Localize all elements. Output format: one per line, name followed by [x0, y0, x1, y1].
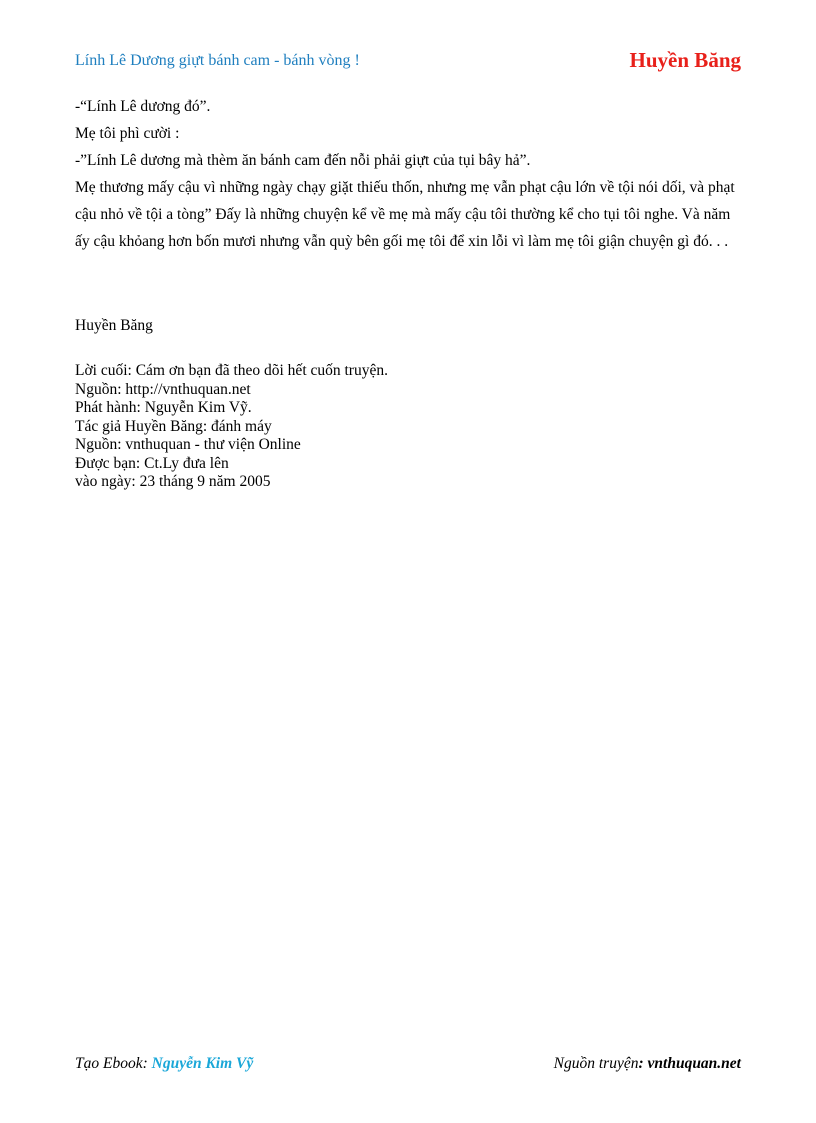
- footer-ebook-label: Tạo Ebook: [75, 1055, 143, 1072]
- header-story-title: Lính Lê Dương giựt bánh cam - bánh vòng !: [75, 52, 360, 69]
- header-author-name: Huyền Băng: [629, 48, 741, 72]
- credits-line: Lời cuối: Cám ơn bạn đã theo dõi hết cuốn truyện.: [75, 362, 388, 379]
- footer-source-label: Nguồn truyện: [553, 1055, 639, 1072]
- credits-line: Tác giả Huyền Băng: đánh máy: [75, 417, 272, 435]
- body-paragraph: -”Lính Lê dương mà thèm ăn bánh cam đến nỗi phải giựt của tụi bây hả”.: [75, 152, 531, 169]
- footer-ebook-credit: [75, 1055, 253, 1073]
- credits-line: Được bạn: Ct.Ly đưa lên: [75, 454, 229, 472]
- body-paragraph: Mẹ thương mấy cậu vì những ngày chạy giặt thiếu thốn, nhưng mẹ vẫn phạt cậu lớn về tội nói dối, và phạt cậu nhỏ về tội a tòng” Đấy là những chuyện kể về mẹ mà mấy cậu tôi thường kể cho tụi tôi nghe. Và năm ấy cậu khỏang hơn bốn mươi nhưng vẫn quỳ bên gối mẹ tôi để xin lỗi vì làm mẹ tôi giận chuyện gì đó. . .: [75, 179, 735, 250]
- credits-line: Nguồn: http://vnthuquan.net: [75, 380, 251, 398]
- footer-source-site: vnthuquan.net: [647, 1055, 741, 1072]
- credits-line: vào ngày: 23 tháng 9 năm 2005: [75, 473, 271, 490]
- credits-block: [75, 362, 388, 492]
- body-paragraph: -“Lính Lê dương đó”.: [75, 98, 211, 115]
- body-paragraph: Mẹ tôi phì cười :: [75, 125, 180, 142]
- story-body: [75, 93, 745, 255]
- credits-line: Phát hành: Nguyễn Kim Vỹ.: [75, 399, 252, 416]
- footer-ebook-creator: Nguyễn Kim Vỹ: [151, 1055, 254, 1072]
- author-signature: Huyền Băng: [75, 317, 153, 334]
- footer-source-separator: :: [638, 1055, 648, 1072]
- footer-ebook-separator: :: [142, 1055, 152, 1072]
- credits-line: Nguồn: vnthuquan - thư viện Online: [75, 436, 301, 453]
- footer-source-credit: [554, 1055, 741, 1073]
